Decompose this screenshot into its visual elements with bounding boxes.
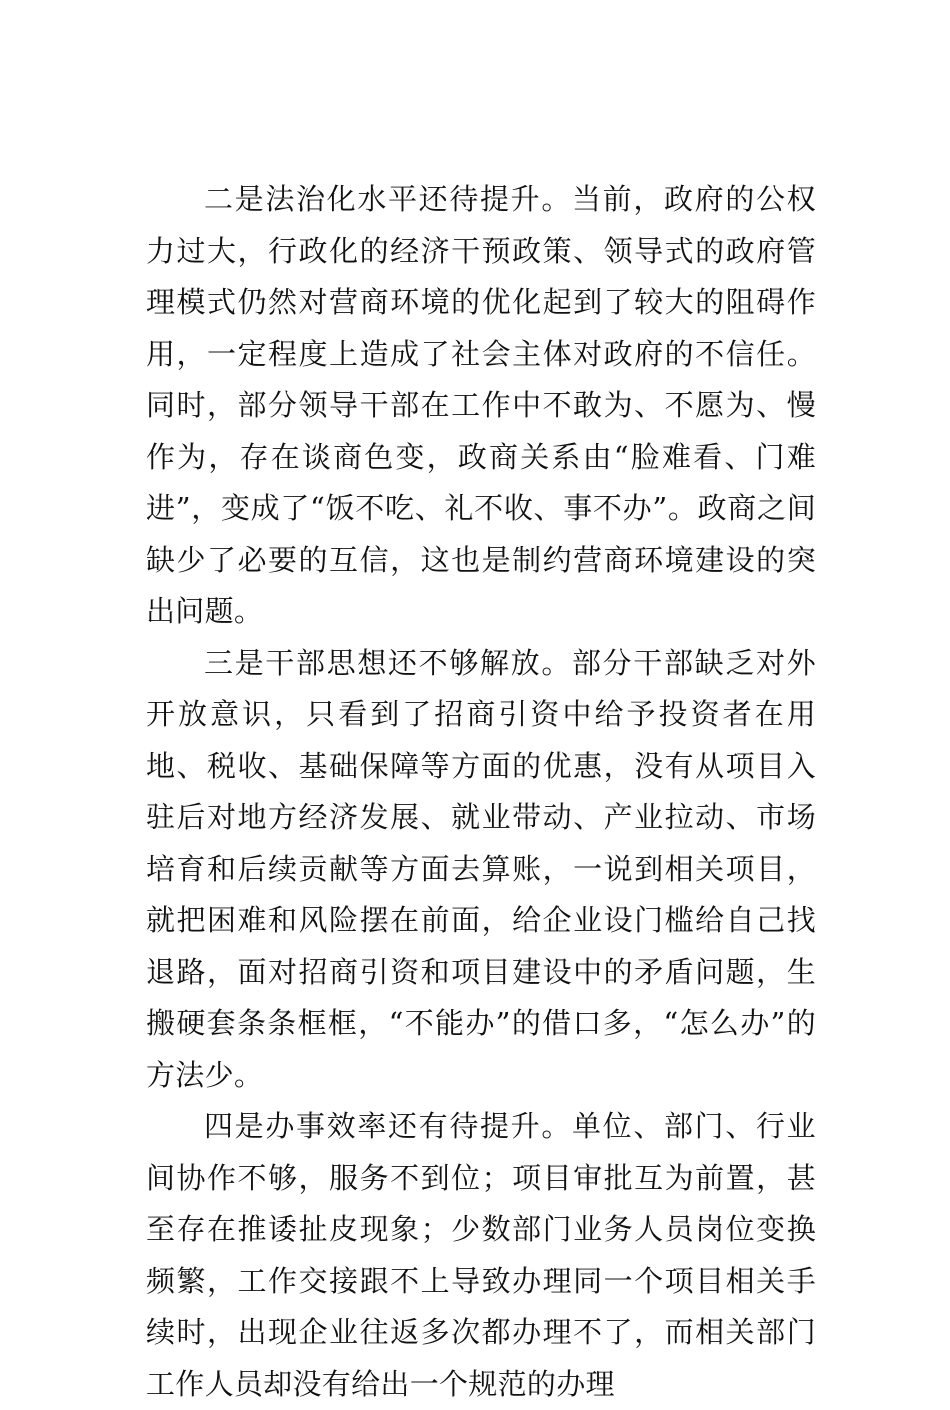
paragraph-cadre-thinking: 三是干部思想还不够解放。部分干部缺乏对外开放意识，只看到了招商引资中给予投资者在用地、税收、基础保障等方面的优惠，没有从项目入驻后对地方经济发展、就业带动、产业拉动、市场培育和后续贡献等方面去算账，一说到相关项目，就把困难和风险摆在前面，给企业设门槛给自己找退路，面对招商引资和项目建设中的矛盾问题，生搬硬套条条框框，“不能办”的借口多，“怎么办”的方法少。 [146,645,816,1092]
paragraph-rule-of-law: 二是法治化水平还待提升。当前，政府的公权力过大，行政化的经济干预政策、领导式的政府管理模式仍然对营商环境的优化起到了较大的阻碍作用，一定程度上造成了社会主体对政府的不信任。同时，部分领导干部在工作中不敢为、不愿为、慢作为，存在谈商色变，政商关系由“脸难看、门难进”，变成了“饭不吃、礼不收、事不办”。政商之间缺少了必要的互信，这也是制约营商环境建设的突出问题。 [146,182,816,628]
paragraph-work-efficiency: 四是办事效率还有待提升。单位、部门、行业间协作不够，服务不到位；项目审批互为前置，甚至存在推诿扯皮现象；少数部门业务人员岗位变换频繁，工作交接跟不上导致办理同一个项目相关手续时，出现企业往返多次都办理不了，而相关部门工作人员却没有给出一个规范的办理 [146,1109,816,1401]
document-body [146,174,816,1410]
